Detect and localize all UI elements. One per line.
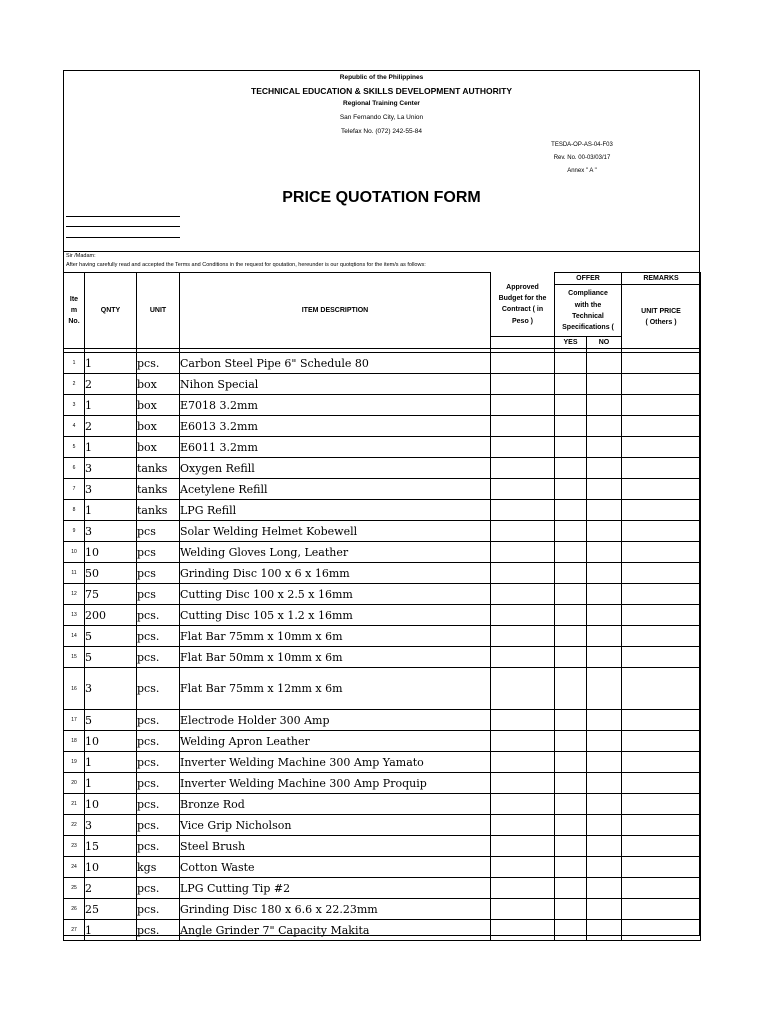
item-number-cell: 16 bbox=[64, 668, 85, 710]
form-code: TESDA-OP-AS-04-F03 bbox=[551, 142, 613, 148]
unit-price-cell[interactable] bbox=[622, 836, 701, 857]
unit-cell: pcs. bbox=[137, 647, 180, 668]
yes-cell[interactable] bbox=[555, 542, 587, 563]
unit-cell: pcs. bbox=[137, 353, 180, 374]
col-compliance: Compliance with the Technical Specifications ( bbox=[555, 285, 622, 337]
no-cell[interactable] bbox=[587, 479, 622, 500]
budget-cell[interactable] bbox=[491, 416, 555, 437]
unit-cell: pcs. bbox=[137, 773, 180, 794]
col-budget: Approved Budget for the Contract ( in Peso ) bbox=[491, 273, 555, 337]
no-cell[interactable] bbox=[587, 563, 622, 584]
item-number-cell: 27 bbox=[64, 920, 85, 941]
yes-cell[interactable] bbox=[555, 773, 587, 794]
budget-cell[interactable] bbox=[491, 542, 555, 563]
col-yes: YES bbox=[555, 337, 587, 349]
quantity-cell: 3 bbox=[85, 521, 137, 542]
item-number-cell: 14 bbox=[64, 626, 85, 647]
table-row bbox=[64, 626, 701, 647]
col-budget-bottom bbox=[491, 337, 555, 349]
budget-cell[interactable] bbox=[491, 437, 555, 458]
table-row bbox=[64, 542, 701, 563]
unit-price-cell[interactable] bbox=[622, 584, 701, 605]
no-cell[interactable] bbox=[587, 815, 622, 836]
no-cell[interactable] bbox=[587, 710, 622, 731]
no-cell[interactable] bbox=[587, 542, 622, 563]
quantity-cell: 5 bbox=[85, 647, 137, 668]
no-cell[interactable] bbox=[587, 374, 622, 395]
description-cell: Cotton Waste bbox=[180, 857, 491, 878]
description-cell: Solar Welding Helmet Kobewell bbox=[180, 521, 491, 542]
agency-name: TECHNICAL EDUCATION & SKILLS DEVELOPMENT AUTHORITY bbox=[251, 86, 512, 96]
description-cell: Inverter Welding Machine 300 Amp Proquip bbox=[180, 773, 491, 794]
table-row bbox=[64, 437, 701, 458]
no-cell[interactable] bbox=[587, 395, 622, 416]
yes-cell[interactable] bbox=[555, 626, 587, 647]
budget-cell[interactable] bbox=[491, 878, 555, 899]
unit-cell: pcs. bbox=[137, 668, 180, 710]
unit-cell: pcs. bbox=[137, 899, 180, 920]
table-row bbox=[64, 836, 701, 857]
unit-cell: pcs. bbox=[137, 878, 180, 899]
col-unit-price: UNIT PRICE ( Others ) bbox=[622, 285, 701, 349]
budget-cell[interactable] bbox=[491, 458, 555, 479]
quantity-cell: 10 bbox=[85, 731, 137, 752]
unit-price-cell[interactable] bbox=[622, 899, 701, 920]
unit-price-cell[interactable] bbox=[622, 647, 701, 668]
unit-price-cell[interactable] bbox=[622, 563, 701, 584]
table-row bbox=[64, 794, 701, 815]
yes-cell[interactable] bbox=[555, 584, 587, 605]
form-title: PRICE QUOTATION FORM bbox=[282, 189, 481, 206]
item-number-cell: 10 bbox=[64, 542, 85, 563]
budget-cell[interactable] bbox=[491, 920, 555, 941]
budget-cell[interactable] bbox=[491, 731, 555, 752]
item-number-cell: 5 bbox=[64, 437, 85, 458]
unit-cell: pcs. bbox=[137, 710, 180, 731]
description-cell: Acetylene Refill bbox=[180, 479, 491, 500]
table-row bbox=[64, 395, 701, 416]
table-row bbox=[64, 479, 701, 500]
unit-price-cell[interactable] bbox=[622, 374, 701, 395]
unit-price-cell[interactable] bbox=[622, 416, 701, 437]
description-cell: Welding Gloves Long, Leather bbox=[180, 542, 491, 563]
quantity-cell: 1 bbox=[85, 920, 137, 941]
item-number-cell: 22 bbox=[64, 815, 85, 836]
quantity-cell: 5 bbox=[85, 710, 137, 731]
no-cell[interactable] bbox=[587, 773, 622, 794]
budget-cell[interactable] bbox=[491, 353, 555, 374]
unit-cell: pcs bbox=[137, 563, 180, 584]
yes-cell[interactable] bbox=[555, 647, 587, 668]
header-divider bbox=[64, 251, 699, 252]
description-cell: Inverter Welding Machine 300 Amp Yamato bbox=[180, 752, 491, 773]
unit-price-cell[interactable] bbox=[622, 920, 701, 941]
yes-cell[interactable] bbox=[555, 668, 587, 710]
no-cell[interactable] bbox=[587, 437, 622, 458]
budget-cell[interactable] bbox=[491, 479, 555, 500]
item-number-cell: 8 bbox=[64, 500, 85, 521]
no-cell[interactable] bbox=[587, 878, 622, 899]
no-cell[interactable] bbox=[587, 668, 622, 710]
no-cell[interactable] bbox=[587, 731, 622, 752]
description-cell: Nihon Special bbox=[180, 374, 491, 395]
yes-cell[interactable] bbox=[555, 353, 587, 374]
budget-cell[interactable] bbox=[491, 857, 555, 878]
unit-price-cell[interactable] bbox=[622, 437, 701, 458]
unit-price-cell[interactable] bbox=[622, 479, 701, 500]
yes-cell[interactable] bbox=[555, 437, 587, 458]
yes-cell[interactable] bbox=[555, 899, 587, 920]
yes-cell[interactable] bbox=[555, 731, 587, 752]
table-row bbox=[64, 563, 701, 584]
salutation: Sir /Madam: bbox=[66, 253, 96, 259]
quantity-cell: 10 bbox=[85, 542, 137, 563]
unit-cell: pcs. bbox=[137, 752, 180, 773]
no-cell[interactable] bbox=[587, 647, 622, 668]
description-cell: E7018 3.2mm bbox=[180, 395, 491, 416]
budget-cell[interactable] bbox=[491, 815, 555, 836]
unit-cell: tanks bbox=[137, 479, 180, 500]
budget-cell[interactable] bbox=[491, 500, 555, 521]
budget-cell[interactable] bbox=[491, 752, 555, 773]
description-cell: Flat Bar 75mm x 12mm x 6m bbox=[180, 668, 491, 710]
quantity-cell: 200 bbox=[85, 605, 137, 626]
table-row bbox=[64, 500, 701, 521]
quantity-cell: 3 bbox=[85, 458, 137, 479]
table-row bbox=[64, 899, 701, 920]
blank-line-1 bbox=[66, 216, 180, 217]
quotation-sheet bbox=[63, 70, 700, 936]
yes-cell[interactable] bbox=[555, 500, 587, 521]
no-cell[interactable] bbox=[587, 521, 622, 542]
quantity-cell: 1 bbox=[85, 437, 137, 458]
unit-cell: box bbox=[137, 374, 180, 395]
item-number-cell: 6 bbox=[64, 458, 85, 479]
quantity-cell: 3 bbox=[85, 815, 137, 836]
table-row bbox=[64, 521, 701, 542]
no-cell[interactable] bbox=[587, 500, 622, 521]
budget-cell[interactable] bbox=[491, 668, 555, 710]
item-number-cell: 3 bbox=[64, 395, 85, 416]
col-description: ITEM DESCRIPTION bbox=[180, 273, 491, 349]
blank-line-3 bbox=[66, 237, 180, 238]
telefax-line: Telefax No. (072) 242-55-84 bbox=[341, 128, 422, 135]
table-row bbox=[64, 605, 701, 626]
quantity-cell: 5 bbox=[85, 626, 137, 647]
item-number-cell: 4 bbox=[64, 416, 85, 437]
unit-price-cell[interactable] bbox=[622, 521, 701, 542]
yes-cell[interactable] bbox=[555, 752, 587, 773]
no-cell[interactable] bbox=[587, 626, 622, 647]
unit-price-cell[interactable] bbox=[622, 731, 701, 752]
budget-cell[interactable] bbox=[491, 794, 555, 815]
table-row bbox=[64, 647, 701, 668]
unit-cell: pcs. bbox=[137, 626, 180, 647]
quantity-cell: 3 bbox=[85, 479, 137, 500]
no-cell[interactable] bbox=[587, 458, 622, 479]
col-qnty: QNTY bbox=[85, 273, 137, 349]
budget-cell[interactable] bbox=[491, 899, 555, 920]
col-remarks: REMARKS bbox=[622, 273, 701, 285]
description-cell: Vice Grip Nicholson bbox=[180, 815, 491, 836]
description-cell: LPG Refill bbox=[180, 500, 491, 521]
unit-cell: pcs. bbox=[137, 605, 180, 626]
budget-cell[interactable] bbox=[491, 710, 555, 731]
unit-cell: pcs bbox=[137, 584, 180, 605]
description-cell: Welding Apron Leather bbox=[180, 731, 491, 752]
table-row bbox=[64, 374, 701, 395]
description-cell: Angle Grinder 7" Capacity Makita bbox=[180, 920, 491, 941]
item-number-cell: 2 bbox=[64, 374, 85, 395]
no-cell[interactable] bbox=[587, 857, 622, 878]
item-number-cell: 21 bbox=[64, 794, 85, 815]
no-cell[interactable] bbox=[587, 794, 622, 815]
unit-cell: pcs. bbox=[137, 836, 180, 857]
item-number-cell: 23 bbox=[64, 836, 85, 857]
table-row bbox=[64, 416, 701, 437]
item-number-cell: 17 bbox=[64, 710, 85, 731]
quantity-cell: 25 bbox=[85, 899, 137, 920]
budget-cell[interactable] bbox=[491, 395, 555, 416]
yes-cell[interactable] bbox=[555, 605, 587, 626]
table-row bbox=[64, 458, 701, 479]
no-cell[interactable] bbox=[587, 584, 622, 605]
yes-cell[interactable] bbox=[555, 374, 587, 395]
unit-price-cell[interactable] bbox=[622, 794, 701, 815]
budget-cell[interactable] bbox=[491, 374, 555, 395]
quantity-cell: 2 bbox=[85, 878, 137, 899]
yes-cell[interactable] bbox=[555, 857, 587, 878]
table-row bbox=[64, 731, 701, 752]
quantity-cell: 1 bbox=[85, 752, 137, 773]
no-cell[interactable] bbox=[587, 353, 622, 374]
unit-price-cell[interactable] bbox=[622, 815, 701, 836]
table-row bbox=[64, 353, 701, 374]
table-row bbox=[64, 815, 701, 836]
item-number-cell: 12 bbox=[64, 584, 85, 605]
budget-cell[interactable] bbox=[491, 773, 555, 794]
items-table bbox=[63, 272, 701, 941]
unit-price-cell[interactable] bbox=[622, 773, 701, 794]
yes-cell[interactable] bbox=[555, 794, 587, 815]
table-row bbox=[64, 584, 701, 605]
item-number-cell: 9 bbox=[64, 521, 85, 542]
intro-text: After having carefully read and accepted the Terms and Conditions in the request for qoutation, hereunder is our quotqtions for the item/s as follows: bbox=[66, 262, 426, 268]
yes-cell[interactable] bbox=[555, 836, 587, 857]
unit-cell: tanks bbox=[137, 458, 180, 479]
description-cell: Flat Bar 75mm x 10mm x 6m bbox=[180, 626, 491, 647]
quantity-cell: 10 bbox=[85, 794, 137, 815]
item-number-cell: 20 bbox=[64, 773, 85, 794]
no-cell[interactable] bbox=[587, 416, 622, 437]
yes-cell[interactable] bbox=[555, 920, 587, 941]
item-number-cell: 13 bbox=[64, 605, 85, 626]
unit-price-cell[interactable] bbox=[622, 857, 701, 878]
unit-cell: pcs bbox=[137, 542, 180, 563]
description-cell: E6011 3.2mm bbox=[180, 437, 491, 458]
quantity-cell: 3 bbox=[85, 668, 137, 710]
no-cell[interactable] bbox=[587, 605, 622, 626]
description-cell: Grinding Disc 100 x 6 x 16mm bbox=[180, 563, 491, 584]
unit-price-cell[interactable] bbox=[622, 500, 701, 521]
center-name: Regional Training Center bbox=[343, 100, 420, 107]
no-cell[interactable] bbox=[587, 920, 622, 941]
yes-cell[interactable] bbox=[555, 416, 587, 437]
yes-cell[interactable] bbox=[555, 563, 587, 584]
quantity-cell: 1 bbox=[85, 395, 137, 416]
quantity-cell: 2 bbox=[85, 416, 137, 437]
table-row bbox=[64, 752, 701, 773]
unit-cell: pcs. bbox=[137, 920, 180, 941]
unit-price-cell[interactable] bbox=[622, 605, 701, 626]
no-cell[interactable] bbox=[587, 899, 622, 920]
unit-cell: tanks bbox=[137, 500, 180, 521]
budget-cell[interactable] bbox=[491, 521, 555, 542]
item-number-cell: 18 bbox=[64, 731, 85, 752]
budget-cell[interactable] bbox=[491, 836, 555, 857]
rev-no: Rev. No. 00-03/03/17 bbox=[553, 155, 611, 161]
item-rows bbox=[64, 353, 701, 941]
description-cell: Bronze Rod bbox=[180, 794, 491, 815]
table-row bbox=[64, 668, 701, 710]
budget-cell[interactable] bbox=[491, 584, 555, 605]
description-cell: LPG Cutting Tip #2 bbox=[180, 878, 491, 899]
yes-cell[interactable] bbox=[555, 710, 587, 731]
description-cell: E6013 3.2mm bbox=[180, 416, 491, 437]
unit-cell: pcs. bbox=[137, 794, 180, 815]
description-cell: Flat Bar 50mm x 10mm x 6m bbox=[180, 647, 491, 668]
table-row bbox=[64, 710, 701, 731]
unit-cell: pcs bbox=[137, 521, 180, 542]
quantity-cell: 75 bbox=[85, 584, 137, 605]
item-number-cell: 26 bbox=[64, 899, 85, 920]
yes-cell[interactable] bbox=[555, 479, 587, 500]
unit-cell: box bbox=[137, 416, 180, 437]
description-cell: Cutting Disc 105 x 1.2 x 16mm bbox=[180, 605, 491, 626]
col-item-no: Ite m No. bbox=[64, 273, 85, 349]
unit-price-cell[interactable] bbox=[622, 626, 701, 647]
budget-cell[interactable] bbox=[491, 563, 555, 584]
col-offer: OFFER bbox=[555, 273, 622, 285]
item-number-cell: 1 bbox=[64, 353, 85, 374]
unit-price-cell[interactable] bbox=[622, 668, 701, 710]
table-row bbox=[64, 857, 701, 878]
col-no: NO bbox=[587, 337, 622, 349]
budget-cell[interactable] bbox=[491, 647, 555, 668]
quantity-cell: 1 bbox=[85, 773, 137, 794]
item-number-cell: 11 bbox=[64, 563, 85, 584]
no-cell[interactable] bbox=[587, 752, 622, 773]
table-row bbox=[64, 920, 701, 941]
description-cell: Electrode Holder 300 Amp bbox=[180, 710, 491, 731]
yes-cell[interactable] bbox=[555, 395, 587, 416]
table-row bbox=[64, 878, 701, 899]
republic-line: Republic of the Philippines bbox=[339, 74, 424, 81]
unit-price-cell[interactable] bbox=[622, 395, 701, 416]
quantity-cell: 50 bbox=[85, 563, 137, 584]
yes-cell[interactable] bbox=[555, 878, 587, 899]
annex-label: Annex " A " bbox=[567, 168, 597, 174]
city-line: San Fernando City, La Union bbox=[339, 114, 424, 121]
quantity-cell: 1 bbox=[85, 353, 137, 374]
unit-cell: kgs bbox=[137, 857, 180, 878]
description-cell: Cutting Disc 100 x 2.5 x 16mm bbox=[180, 584, 491, 605]
unit-cell: pcs. bbox=[137, 815, 180, 836]
unit-price-cell[interactable] bbox=[622, 710, 701, 731]
item-number-cell: 25 bbox=[64, 878, 85, 899]
unit-price-cell[interactable] bbox=[622, 542, 701, 563]
unit-price-cell[interactable] bbox=[622, 752, 701, 773]
table-row bbox=[64, 773, 701, 794]
quantity-cell: 2 bbox=[85, 374, 137, 395]
unit-price-cell[interactable] bbox=[622, 458, 701, 479]
no-cell[interactable] bbox=[587, 836, 622, 857]
col-unit: UNIT bbox=[137, 273, 180, 349]
unit-cell: box bbox=[137, 437, 180, 458]
yes-cell[interactable] bbox=[555, 521, 587, 542]
budget-cell[interactable] bbox=[491, 626, 555, 647]
item-number-cell: 24 bbox=[64, 857, 85, 878]
quantity-cell: 10 bbox=[85, 857, 137, 878]
item-number-cell: 19 bbox=[64, 752, 85, 773]
description-cell: Oxygen Refill bbox=[180, 458, 491, 479]
unit-cell: box bbox=[137, 395, 180, 416]
blank-line-2 bbox=[66, 226, 180, 227]
unit-price-cell[interactable] bbox=[622, 878, 701, 899]
quantity-cell: 15 bbox=[85, 836, 137, 857]
budget-cell[interactable] bbox=[491, 605, 555, 626]
description-cell: Grinding Disc 180 x 6.6 x 22.23mm bbox=[180, 899, 491, 920]
description-cell: Carbon Steel Pipe 6" Schedule 80 bbox=[180, 353, 491, 374]
yes-cell[interactable] bbox=[555, 458, 587, 479]
unit-cell: pcs. bbox=[137, 731, 180, 752]
item-number-cell: 7 bbox=[64, 479, 85, 500]
yes-cell[interactable] bbox=[555, 815, 587, 836]
item-number-cell: 15 bbox=[64, 647, 85, 668]
unit-price-cell[interactable] bbox=[622, 353, 701, 374]
description-cell: Steel Brush bbox=[180, 836, 491, 857]
quantity-cell: 1 bbox=[85, 500, 137, 521]
